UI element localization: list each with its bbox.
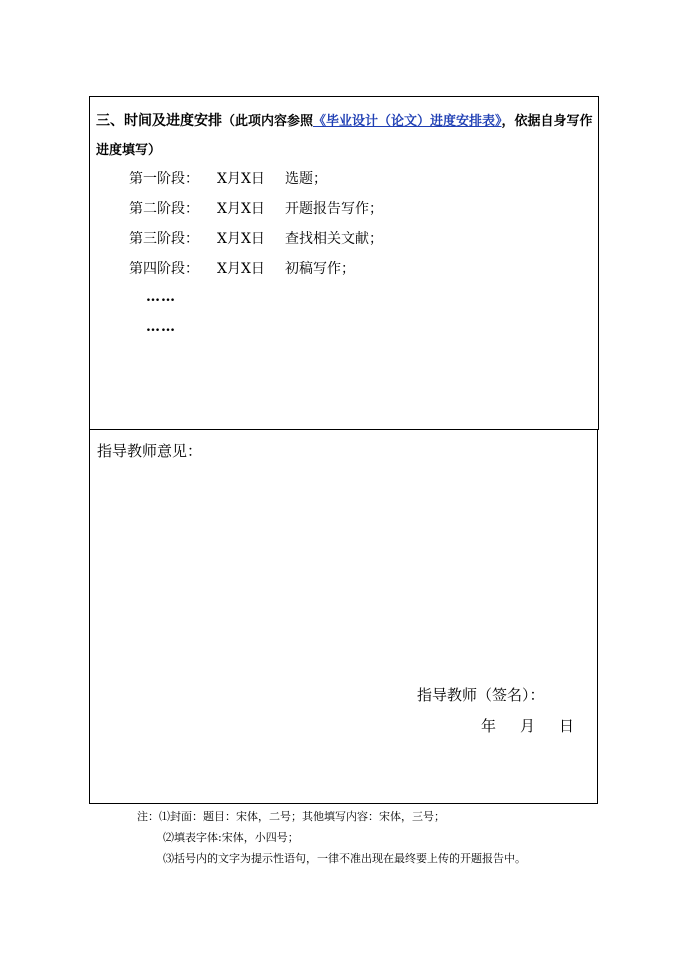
ellipsis-line: …… — [146, 289, 176, 305]
schedule-table-link[interactable]: 《毕业设计（论文）进度安排表》 — [313, 114, 502, 129]
stage-label: 第三阶段： — [129, 231, 199, 247]
stage-row — [129, 169, 327, 189]
signature-date — [481, 715, 574, 736]
stage-label: 第一阶段： — [129, 171, 199, 187]
footnote: ⑵填表字体:宋体，小四号； — [163, 831, 299, 844]
schedule-heading-text: 三、时间及进度安排 — [96, 113, 222, 129]
stage-task: 开题报告写作； — [285, 201, 383, 217]
schedule-note-prefix: （此项内容参照 — [222, 114, 314, 129]
stage-date: X月X日 — [217, 201, 265, 217]
date-month-label: 月 — [520, 717, 536, 735]
advisor-opinion-heading: 指导教师意见： — [97, 442, 203, 460]
stage-label: 第四阶段： — [129, 261, 199, 277]
advisor-signature-label: 指导教师（签名）： — [417, 686, 545, 704]
schedule-note-suffix: ，依据自身写作进度填写） — [96, 114, 593, 158]
stage-date: X月X日 — [217, 171, 265, 187]
advisor-opinion-section — [89, 429, 598, 804]
footnote: ⑶括号内的文字为提示性语句，一律不准出现在最终要上传的开题报告中。 — [163, 852, 526, 865]
stage-row — [129, 259, 355, 279]
stage-date: X月X日 — [217, 231, 265, 247]
date-day-label: 日 — [559, 717, 575, 735]
schedule-heading — [96, 107, 596, 165]
stage-task: 选题； — [285, 171, 327, 187]
stage-row — [129, 229, 383, 249]
ellipsis-line: …… — [146, 319, 176, 335]
stage-row — [129, 199, 383, 219]
stage-task: 查找相关文献； — [285, 231, 383, 247]
stage-date: X月X日 — [217, 261, 265, 277]
stage-label: 第二阶段： — [129, 201, 199, 217]
stage-task: 初稿写作； — [285, 261, 355, 277]
date-year-label: 年 — [481, 717, 497, 735]
footnote: 注：⑴封面：题目：宋体，二号；其他填写内容：宋体，三号； — [137, 810, 445, 823]
schedule-section — [89, 96, 599, 430]
